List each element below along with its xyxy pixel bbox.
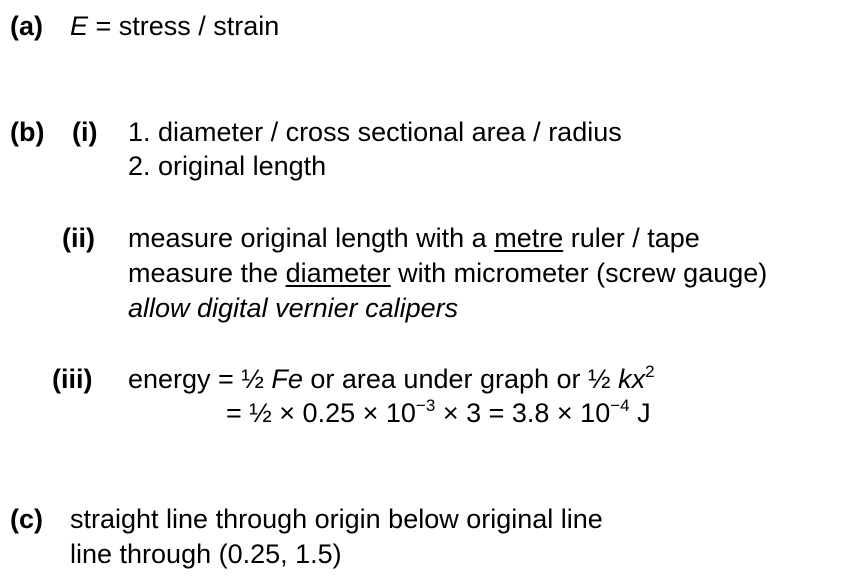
calculation-exponent-1: −3 <box>415 396 436 415</box>
metre-underlined: metre <box>494 223 564 253</box>
kx-term: kx <box>618 364 646 394</box>
part-b-iii-line2 <box>226 397 651 429</box>
part-b-ii-line1-post: ruler / tape <box>563 223 700 253</box>
part-b-label: (b) <box>10 117 45 147</box>
energy-formula-mid: or area under graph or ½ <box>302 364 619 394</box>
calculation-pre: = ½ × 0.25 × 10 <box>226 398 416 428</box>
part-c-line2: line through (0.25, 1.5) <box>70 539 342 569</box>
part-a-answer <box>70 10 279 42</box>
part-b-i-label: (i) <box>72 117 98 147</box>
part-b-i-line1: 1. diameter / cross sectional area / radius <box>128 117 622 147</box>
youngs-modulus-symbol: E <box>70 11 89 41</box>
diameter-underlined: diameter <box>285 258 391 288</box>
calculation-mid: × 3 = 3.8 × 10 <box>435 398 611 428</box>
calculation-exponent-2: −4 <box>610 396 630 415</box>
fe-term: Fe <box>271 364 303 394</box>
youngs-modulus-definition: = stress / strain <box>88 11 280 41</box>
kx-exponent: 2 <box>645 362 655 381</box>
part-a-row <box>10 10 43 42</box>
part-b-ii-line1-pre: measure original length with a <box>128 223 495 253</box>
part-b-iii-line1 <box>128 363 655 395</box>
part-c-line1: straight line through origin below original line <box>70 504 603 534</box>
part-b-i-line2: 2. original length <box>128 151 327 181</box>
part-b-ii-line2 <box>128 257 767 289</box>
part-b-ii-line2-post: with micrometer (screw gauge) <box>390 258 768 288</box>
part-b-ii-line1 <box>128 222 700 254</box>
calculation-unit: J <box>629 398 651 428</box>
part-b-ii-label: (ii) <box>62 223 95 253</box>
part-b-iii-label: (iii) <box>52 364 93 394</box>
part-b-ii-line2-pre: measure the <box>128 258 286 288</box>
part-c-label: (c) <box>10 504 43 534</box>
energy-formula-pre: energy = ½ <box>128 364 272 394</box>
part-b-ii-allow-note: allow digital vernier calipers <box>128 293 459 323</box>
part-a-label: (a) <box>10 11 43 41</box>
